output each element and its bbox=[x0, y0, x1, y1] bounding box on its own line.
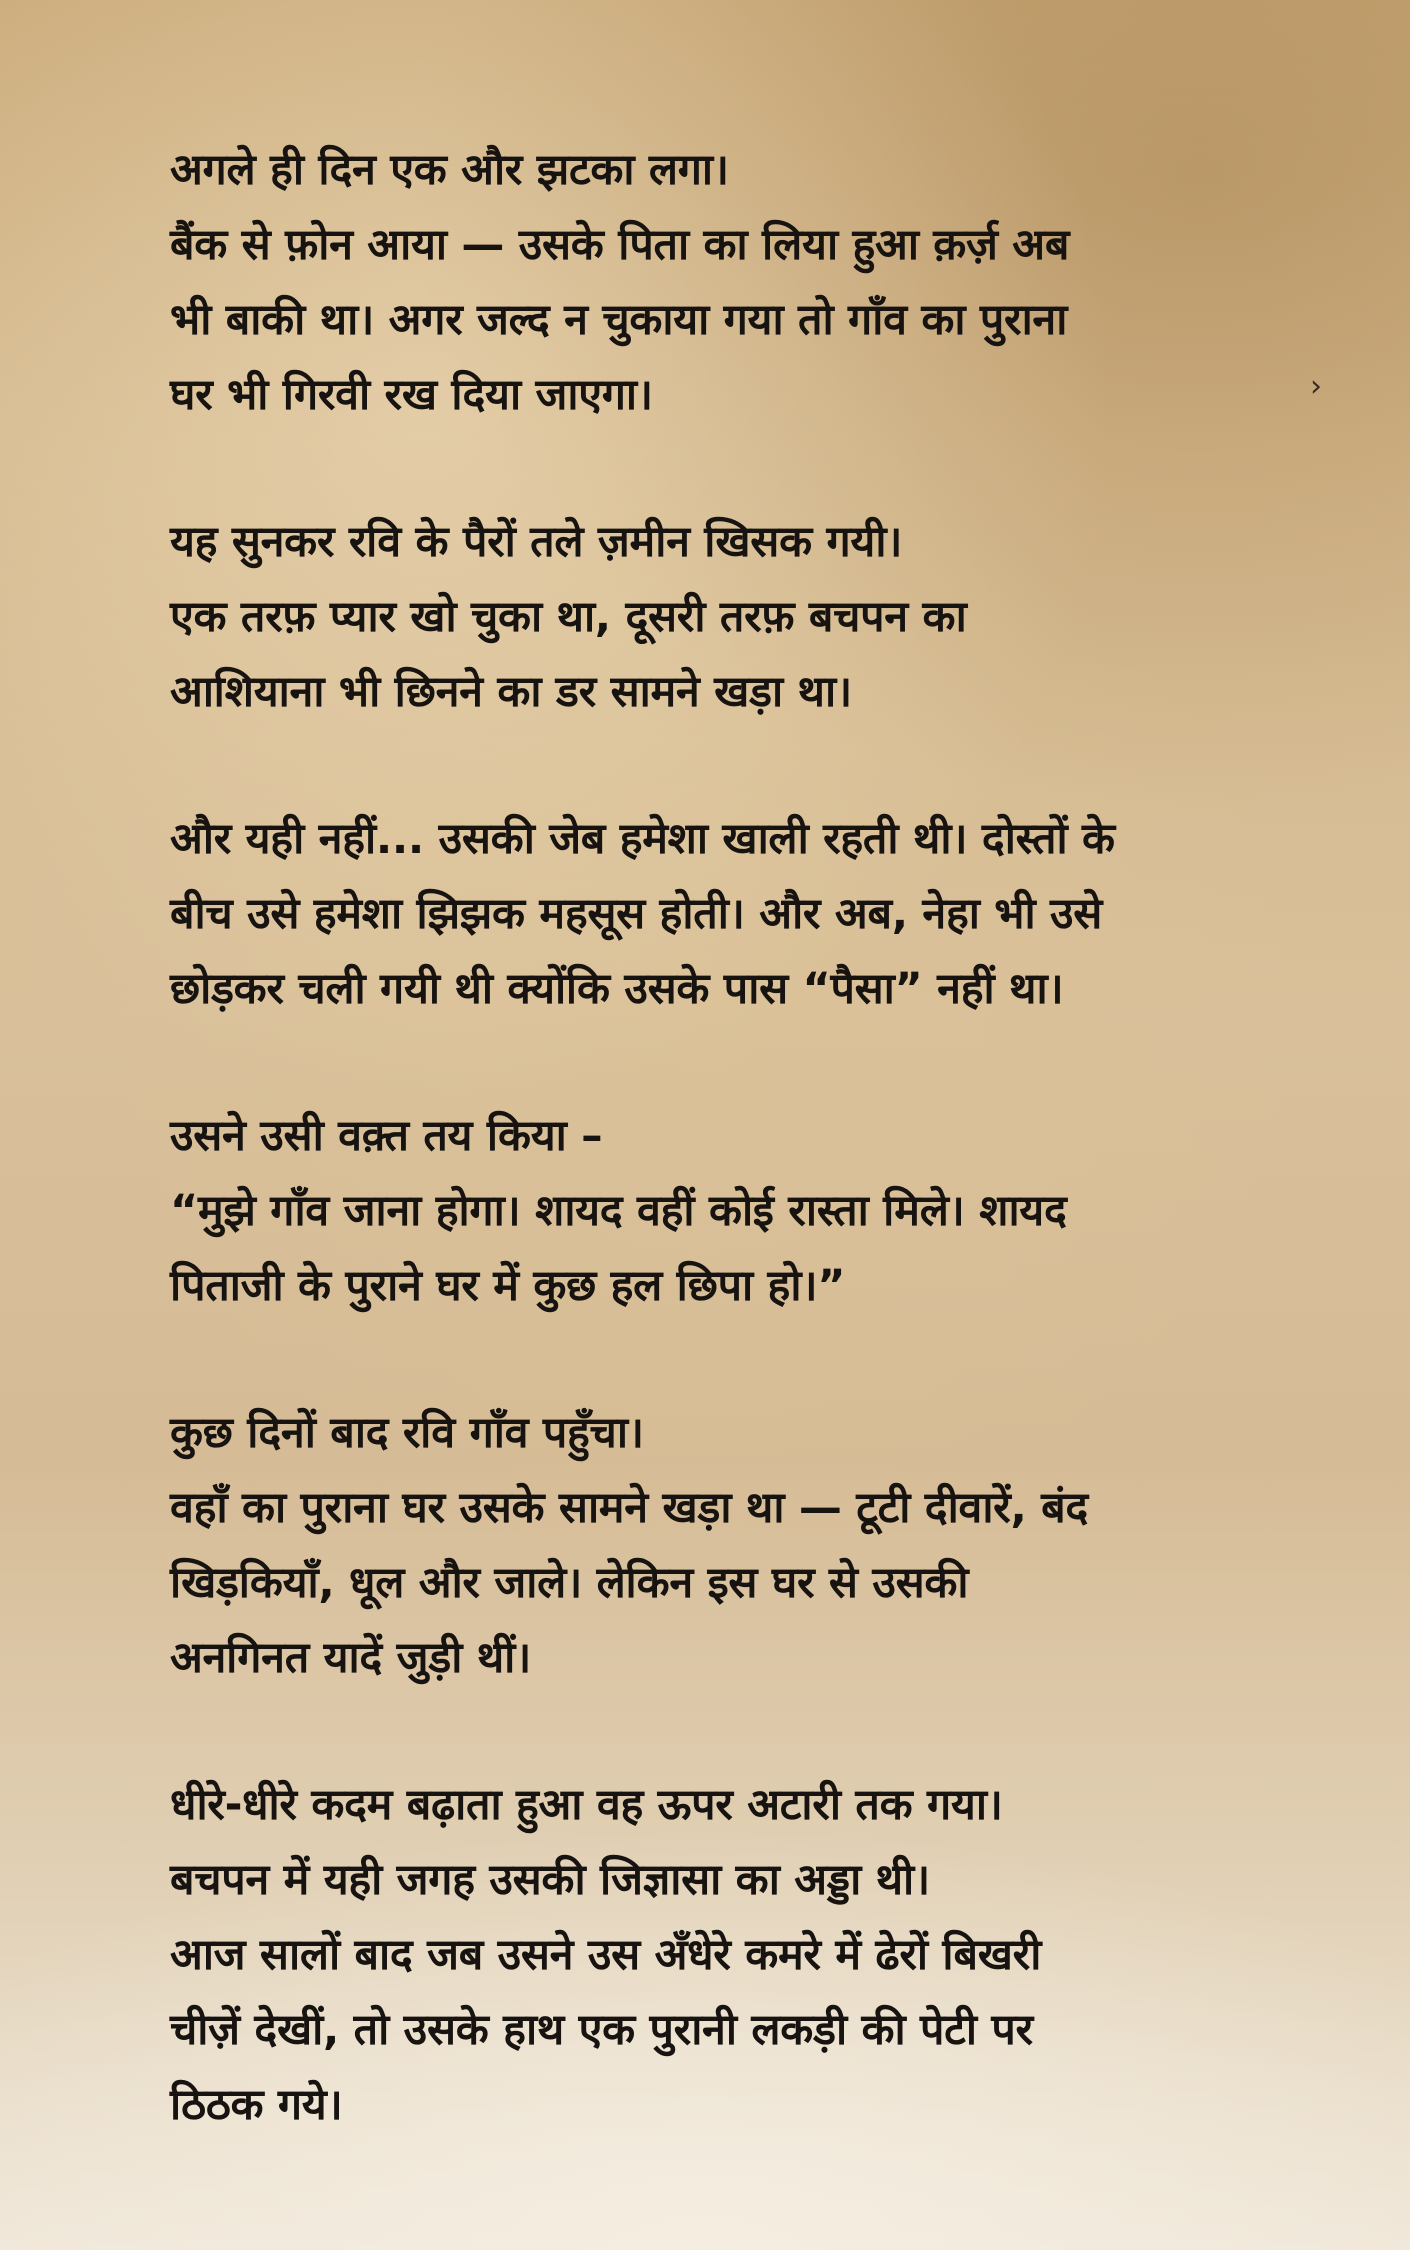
text-line: अनगिनत यादें जुड़ी थीं। bbox=[170, 1633, 532, 1683]
text-line: पिताजी के पुराने घर में कुछ हल छिपा हो।” bbox=[170, 1261, 846, 1311]
paragraph-6 bbox=[170, 1768, 1330, 2143]
paragraph-3 bbox=[170, 802, 1330, 1027]
text-line: बीच उसे हमेशा झिझक महसूस होती। और अब, नेहा भी उसे bbox=[170, 889, 1103, 939]
text-line: यह सुनकर रवि के पैरों तले ज़मीन खिसक गयी। bbox=[170, 517, 903, 567]
text-line: एक तरफ़ प्यार खो चुका था, दूसरी तरफ़ बचपन का bbox=[170, 592, 967, 642]
text-line: छोड़कर चली गयी थी क्योंकि उसके पास “पैसा” नहीं था। bbox=[170, 964, 1064, 1014]
text-line: अगले ही दिन एक और झटका लगा। bbox=[170, 145, 729, 195]
text-line: आशियाना भी छिनने का डर सामने खड़ा था। bbox=[170, 667, 852, 717]
text-line: कुछ दिनों बाद रवि गाँव पहुँचा। bbox=[170, 1408, 644, 1458]
text-line: खिड़कियाँ, धूल और जाले। लेकिन इस घर से उसकी bbox=[170, 1558, 969, 1608]
paragraph-2 bbox=[170, 505, 1330, 730]
text-line: घर भी गिरवी रख दिया जाएगा। bbox=[170, 370, 653, 420]
paragraph-1 bbox=[170, 133, 1330, 433]
text-line: आज सालों बाद जब उसने उस अँधेरे कमरे में ढेरों बिखरी bbox=[170, 1930, 1042, 1980]
text-line: उसने उसी वक़्त तय किया – bbox=[170, 1111, 603, 1161]
text-line: वहाँ का पुराना घर उसके सामने खड़ा था — टूटी दीवारें, बंद bbox=[170, 1483, 1088, 1533]
text-line: धीरे-धीरे कदम बढ़ाता हुआ वह ऊपर अटारी तक गया। bbox=[170, 1780, 1003, 1830]
text-line: बैंक से फ़ोन आया — उसके पिता का लिया हुआ क़र्ज़ अब bbox=[170, 220, 1070, 270]
paragraph-4 bbox=[170, 1099, 1330, 1324]
text-line: ठिठक गये। bbox=[170, 2080, 343, 2130]
text-line: चीज़ें देखीं, तो उसके हाथ एक पुरानी लकड़ी की पेटी पर bbox=[170, 2005, 1033, 2055]
text-line: “मुझे गाँव जाना होगा। शायद वहीं कोई रास्ता मिले। शायद bbox=[170, 1186, 1067, 1236]
story-page bbox=[170, 133, 1330, 2193]
text-line: और यही नहीं... उसकी जेब हमेशा खाली रहती थी। दोस्तों के bbox=[170, 814, 1115, 864]
paragraph-5 bbox=[170, 1396, 1330, 1696]
text-line: भी बाकी था। अगर जल्द न चुकाया गया तो गाँव का पुराना bbox=[170, 295, 1068, 345]
text-line: बचपन में यही जगह उसकी जिज्ञासा का अड्डा थी। bbox=[170, 1855, 930, 1905]
paper-mark-decoration: › bbox=[1310, 369, 1322, 404]
